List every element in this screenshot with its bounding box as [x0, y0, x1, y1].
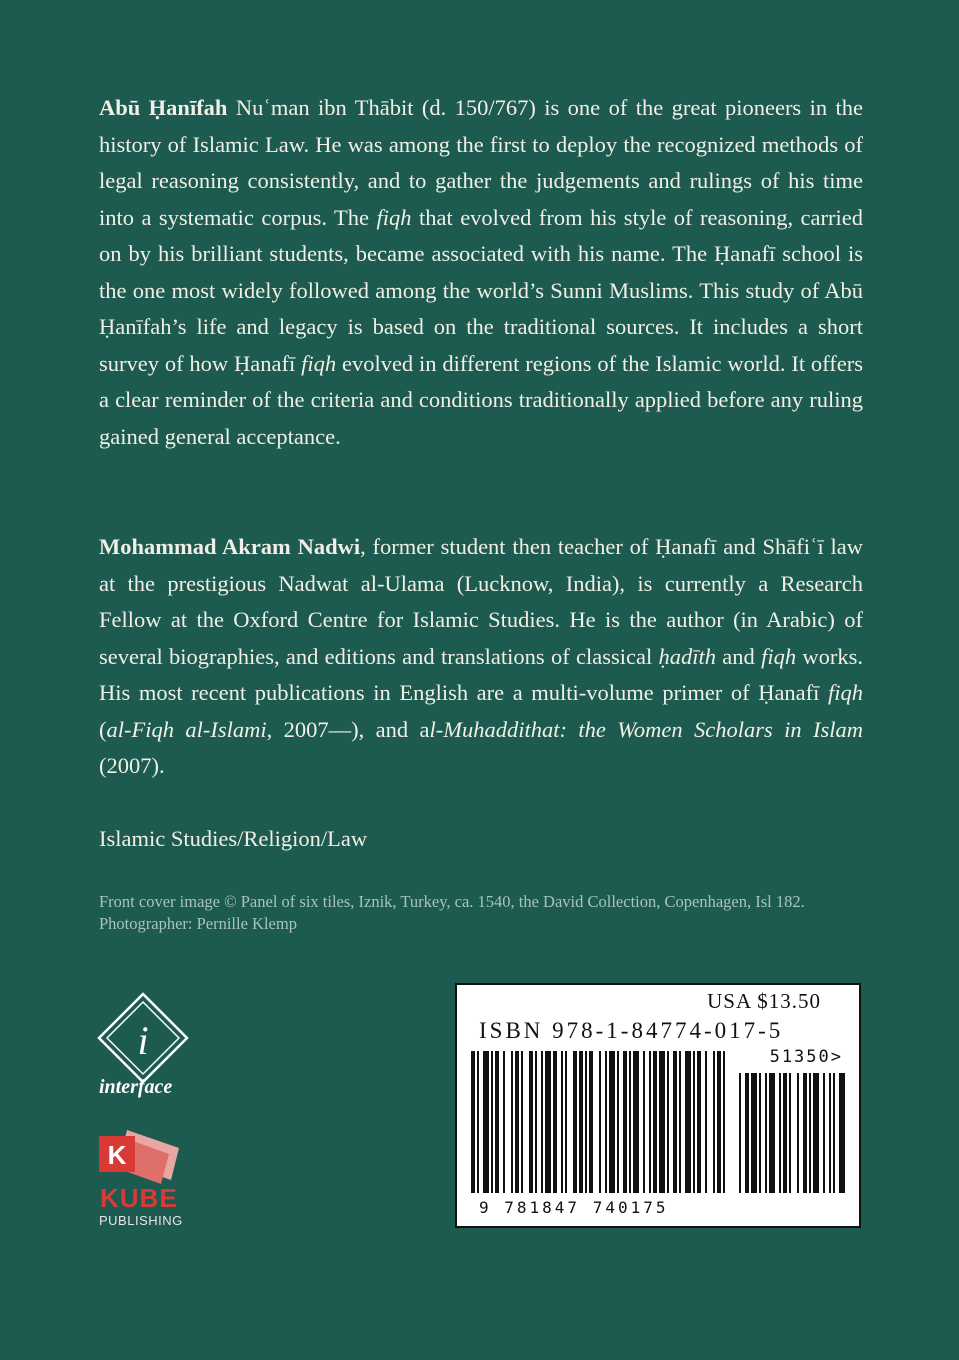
barcode-bar — [471, 1051, 475, 1193]
cover-credit-line-1: Front cover image © Panel of six tiles, Iznik, Turkey, ca. 1540, the David Collection, Copenhagen, Isl 182. — [99, 892, 805, 911]
barcode-bar — [653, 1051, 657, 1193]
barcode-bar — [529, 1051, 533, 1193]
barcode-addon-bar — [797, 1073, 799, 1193]
blurb-text-2: that evolved from his style of reasoning, carried on by his brilliant students, became associated with his name. The Ḥanafī school is the one most widely followed among the world’s Sunni Muslims. This study of Abū Ḥanīfah’s life and legacy is based on the traditional sources. It includes a short survey of how Ḥanafī — [99, 204, 863, 376]
barcode-addon-bar — [809, 1073, 811, 1193]
barcode-addon-bar — [783, 1073, 787, 1193]
barcode-addon-bar — [769, 1073, 775, 1193]
barcode-bar — [617, 1051, 619, 1193]
barcode-bar — [503, 1051, 505, 1193]
bio-book-title-1: al-Fiqh al-Islami — [106, 716, 267, 742]
bio-term-fiqh-2: fiqh — [827, 680, 863, 705]
description-paragraph — [99, 90, 863, 455]
bio-text-5: , 2007—), and a — [266, 716, 430, 742]
barcode-addon-bar — [745, 1073, 749, 1193]
cover-credit — [99, 891, 889, 935]
barcode-bar — [673, 1051, 677, 1193]
subject-name: Abū Ḥanīfah — [99, 95, 228, 120]
barcode-bar — [545, 1051, 551, 1193]
barcode-bar — [599, 1051, 601, 1193]
barcode-bar — [705, 1051, 707, 1193]
bio-text-6: (2007). — [99, 753, 165, 778]
kube-publishing-label: PUBLISHING — [99, 1213, 183, 1228]
barcode-addon-bar — [829, 1073, 831, 1193]
author-name: Mohammad Akram Nadwi — [99, 534, 361, 559]
barcode-addon-bar — [823, 1073, 825, 1193]
author-bio-paragraph — [99, 529, 863, 785]
cover-credit-line-2: Photographer: Pernille Klemp — [99, 914, 297, 933]
barcode-bar — [717, 1051, 721, 1193]
barcode-bar — [541, 1051, 543, 1193]
bio-term-hadith: ḥadīth — [658, 643, 717, 669]
barcode-bar — [629, 1051, 631, 1193]
barcode-bar — [553, 1051, 557, 1193]
barcode-bar — [623, 1051, 627, 1193]
bio-text-2: and — [716, 643, 762, 669]
barcode-bar — [723, 1051, 725, 1193]
bio-text-1: , former student then teacher of Ḥanafī and Shāfiʿī law at the prestigious Nadwat al-Ulama (Lucknow, India), is currently a Research Fellow at the Oxford Centre for Islamic Studies. He is the author (in Arabic) of several biographies, and editions and translations of classical — [99, 534, 864, 669]
barcode-bar — [561, 1051, 563, 1193]
bio-term-fiqh-1: fiqh — [761, 643, 797, 669]
barcode-addon-bar — [803, 1073, 807, 1193]
barcode-bar — [659, 1051, 665, 1193]
barcode-addon-bar — [751, 1073, 757, 1193]
bio-text-4: ( — [99, 716, 107, 742]
barcode-bar — [693, 1051, 695, 1193]
barcode-addon-bar — [789, 1073, 791, 1193]
blurb-term-fiqh-1: fiqh — [376, 204, 412, 230]
barcode-bar — [713, 1051, 715, 1193]
barcode-bar — [679, 1051, 681, 1193]
barcode-addon-bar — [765, 1073, 767, 1193]
interface-mark: i — [137, 1018, 149, 1063]
kube-letter: K — [107, 1140, 127, 1170]
barcode-bar — [589, 1051, 593, 1193]
bio-book-title-2: l-Muhaddithat: the Women Scholars in Islam — [429, 716, 864, 742]
price-label: USA $13.50 — [707, 989, 821, 1013]
barcode-bar — [535, 1051, 537, 1193]
barcode-bar — [515, 1051, 519, 1193]
barcode-bar — [521, 1051, 523, 1193]
barcode-panel — [455, 983, 861, 1228]
barcode-bar — [579, 1051, 583, 1193]
kube-wordmark: KUBE — [100, 1183, 178, 1213]
barcode-bar — [491, 1051, 493, 1193]
barcode-bar — [685, 1051, 691, 1193]
barcode-bar — [565, 1051, 567, 1193]
barcode-addon-bar — [813, 1073, 819, 1193]
barcode-bars-icon — [471, 1051, 851, 1201]
barcode-digits: 9 781847 740175 — [479, 1198, 669, 1217]
barcode-bar — [495, 1051, 499, 1193]
barcode-bar — [633, 1051, 639, 1193]
barcode-addon-bar — [833, 1073, 835, 1193]
barcode-bar — [483, 1051, 489, 1193]
barcode-bar — [609, 1051, 615, 1193]
barcode-addon-bar — [759, 1073, 761, 1193]
barcode-addon-bar — [739, 1073, 741, 1193]
barcode-bar — [585, 1051, 587, 1193]
barcode-addon-bar — [839, 1073, 845, 1193]
barcode-bar — [643, 1051, 645, 1193]
barcode-bar — [605, 1051, 607, 1193]
barcode-bar — [667, 1051, 669, 1193]
price-addon-code: 51350> — [769, 1047, 843, 1067]
blurb-text-3: evolved in different regions of the Islamic world. It offers a clear reminder of the criteria and conditions traditionally applied before any ruling gained general acceptance. — [99, 350, 863, 449]
subject-category: Islamic Studies/Religion/Law — [99, 826, 368, 851]
barcode-bar — [649, 1051, 651, 1193]
blurb-term-fiqh-2: fiqh — [301, 350, 337, 376]
blurb-text-1: Nuʿman ibn Thābit (d. 150/767) is one of the great pioneers in the history of Islamic Law. He was among the first to deploy the recognized methods of legal reasoning consistently, and to gather the judgements and rulings of his time into a systematic corpus. The — [99, 95, 863, 230]
isbn-label: ISBN 978-1-84774-017-5 — [479, 1018, 784, 1043]
barcode-bar — [697, 1051, 701, 1193]
barcode-bar — [573, 1051, 577, 1193]
barcode-addon-bar — [779, 1073, 781, 1193]
barcode-bar — [511, 1051, 513, 1193]
interface-label: interface — [99, 1076, 173, 1098]
bio-text-3: works. His most recent publications in English are a multi-volume primer of Ḥanafī — [99, 643, 864, 705]
barcode-bar — [477, 1051, 479, 1193]
